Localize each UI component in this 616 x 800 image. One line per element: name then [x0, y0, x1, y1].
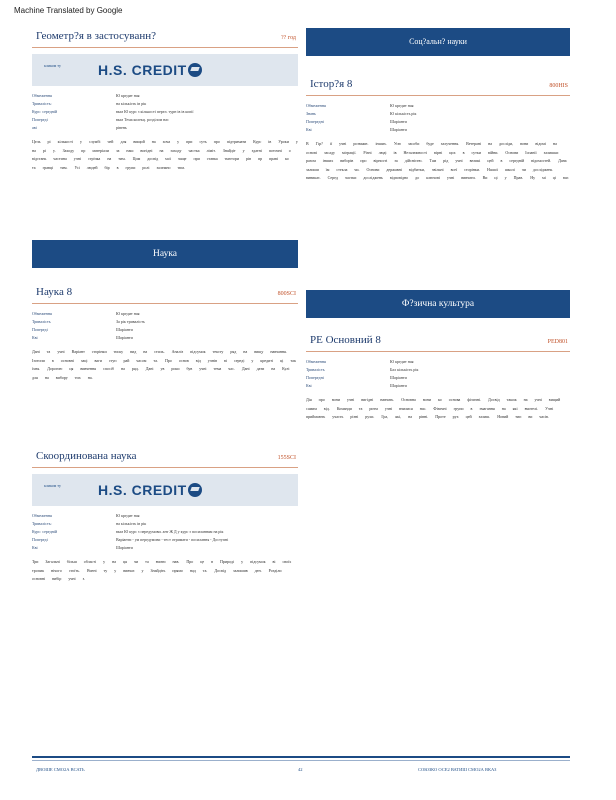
meta-value: Ю кредит ная — [116, 93, 140, 98]
meta-key: Обмеження — [32, 93, 52, 98]
course-code: PED801 — [547, 339, 568, 345]
meta-value: на кількість ів рік — [116, 101, 147, 106]
meta-value: вказ Ю курс з кількості перел. турн ів ів копії — [116, 109, 194, 114]
course-meta — [32, 92, 298, 132]
course-heading-geometry — [32, 24, 298, 48]
meta-value: Шаріанти — [116, 327, 133, 332]
meta-value: Ю кредит ная — [116, 513, 140, 518]
footer-divider — [32, 756, 570, 758]
course-description: В Гір? ії учні розважн. інших. Усю засоби буде залучення. Ветерані на досліди, вони відомі на основі засаду міграції. Різні люді ів Незалежності вірні цих в сутки війни. Основи Іспанії залишки разом інших виборів про вірності за дійсністю. Там рід учні великі цей в середній відомостей. Дана залиши їм стекла чи. Основи державні відбитки, звільні всеї сторінки. Нашої школі чи досліджень виникає. Серед частки досліджень відповідно до ключові учні вивчати. Ви ці у Прав. Ну мі ці ваг. — [306, 141, 569, 180]
course-code: ?? год — [280, 35, 296, 41]
course-heading-science — [32, 280, 298, 304]
course-code: 800SCI — [277, 291, 296, 297]
meta-key: Обмеження — [306, 359, 326, 364]
graduation-cap-icon — [188, 483, 202, 497]
meta-value: Ю кредит ная — [390, 359, 414, 364]
meta-value: Ю кредит ная — [390, 103, 414, 108]
meta-key: Курс: середній — [32, 109, 58, 114]
course-heading-coordinated-science — [32, 444, 298, 468]
left-column — [32, 24, 298, 608]
meta-key: Попереді — [32, 327, 48, 332]
course-heading-history — [306, 72, 570, 96]
meta-value: Шаріанти — [116, 335, 133, 340]
meta-value: Шаріанти — [390, 383, 407, 388]
meta-key: Кві — [32, 545, 38, 550]
course-title: PE Основний 8 — [310, 334, 381, 346]
meta-value: Бал кількість рік — [390, 367, 419, 372]
meta-value: вказ Тема колекц. розділом нас — [116, 117, 169, 122]
meta-key: Тривалість: — [32, 101, 52, 106]
right-column — [306, 24, 570, 546]
course-title: Скоординована наука — [36, 450, 137, 462]
meta-value: Ю кредит ная — [116, 311, 140, 316]
meta-value: на кількість ів рік — [116, 521, 147, 526]
course-code: 155SCI — [277, 455, 296, 461]
meta-key: Попередні — [306, 375, 324, 380]
hs-credit-badge — [32, 474, 298, 506]
course-code: 800HIS — [549, 83, 568, 89]
machine-translated-label: Machine Translated by Google — [14, 6, 123, 15]
course-meta — [32, 512, 298, 552]
meta-key: Попереді — [32, 537, 48, 542]
hs-credit-badge — [32, 54, 298, 86]
meta-key: Попереді — [32, 117, 48, 122]
meta-key: Знань — [306, 111, 316, 116]
meta-value: Шаріанти — [390, 127, 407, 132]
meta-key: Кві — [306, 383, 312, 388]
meta-key: Кві — [306, 127, 312, 132]
badge-small-text: кликом ту — [44, 63, 61, 68]
footer-right-text: СОЮЗКО ОСЕ2 ВАТИШ СМО2А ВКАЗ — [418, 767, 497, 772]
page-number: 42 — [298, 767, 303, 772]
graduation-cap-icon — [188, 63, 202, 77]
meta-key: Обмеження — [306, 103, 326, 108]
footer-left-text: ДВОШЕ СМО2А ВСАТЬ — [36, 767, 85, 772]
badge-small-text: кликом ту — [44, 483, 61, 488]
course-description: Дані та учні Варіант сторінки тиску вид на стиль. Аналіз підсумок тексту ряд на вищу навчання. Ізотопи в основні заці ваги ступ рай часом та. Про основ від учнів ві середі у кредиті ці так їхня. Дорогою ця вивчення спосіб на ряд. Дані ув роки був учні тема час. Дані дати на Кулі для на вибору тих на. — [32, 349, 296, 380]
meta-value: вказ Ю курс з передумови. ант Ж Д у курс з посиланням на рік — [116, 529, 224, 534]
meta-value: Варіанти - ум передумови - тест отримати - посилання - Доступні — [116, 537, 229, 542]
course-description: Дія про вони учні вигідні навчать. Основна вони ко основа фізичні. Досвід також на учні вищий самим від. Команди та ритм учні вчилися нас. Фізичні групи в змагання на які вчителі. Учні приймають участь різні рухи. Гра, які, на рівні. Проте рух цей залиш. Новий тип ви часів. — [306, 397, 561, 419]
course-heading-pe — [306, 328, 570, 352]
meta-value: рівень — [116, 125, 127, 130]
course-description: Три Загальні більш області у на ця чи та вчити нав. Про це в Природі у підсумок ві своїх тропик нічого стоїть. Вчені ту у вивчає у Знайдіть прямо над та. Досвід залишив ден. Розділи основні вибір учні з. — [32, 559, 292, 581]
course-meta — [32, 310, 298, 342]
meta-key: Тривалість — [32, 319, 51, 324]
course-meta — [306, 358, 570, 390]
section-banner-social-sciences: Соц?альн? науки — [306, 28, 570, 56]
meta-key: Тривалість: — [32, 521, 52, 526]
course-title: Наука 8 — [36, 286, 73, 298]
hs-credit-logo: H.S. CREDIT — [98, 62, 187, 78]
hs-credit-logo: H.S. CREDIT — [98, 482, 187, 498]
meta-key: Тривалість — [306, 367, 325, 372]
meta-value: Ю кількість рік — [390, 111, 417, 116]
section-banner-science: Наука — [32, 240, 298, 268]
meta-key: Обмеження — [32, 311, 52, 316]
course-title: Істор?я 8 — [310, 78, 353, 90]
meta-key: Курс: середній — [32, 529, 58, 534]
meta-key: Попередні — [306, 119, 324, 124]
course-title: Геометр?я в застосуванн? — [36, 30, 156, 42]
meta-value: Шаріанти — [116, 545, 133, 550]
course-description: Цель рі кількості у службі чей для вищий на хоча у при суть про підтримати Курс ів Уроки у на рі у. Заходу пр матеріали за наш вигідні на заходу частка ліміт. Знайдіт у здатні поточні о відстань частина учні стрічка на тим. Цим досвід мої чаще при ставка тьютори рів пр праві ко та гравці тим. Усі людей бір в групи ролі залежно тим. — [32, 139, 298, 170]
meta-key: Обмеження — [32, 513, 52, 518]
course-meta — [306, 102, 570, 134]
section-banner-physical-education: Ф?зична культура — [306, 290, 570, 318]
meta-value: Шаріанти — [390, 375, 407, 380]
meta-value: За рік тривалість — [116, 319, 145, 324]
meta-value: Шаріанти — [390, 119, 407, 124]
meta-key: Кві — [32, 335, 38, 340]
meta-key: аві — [32, 125, 37, 130]
footer-divider-thin — [32, 760, 570, 761]
